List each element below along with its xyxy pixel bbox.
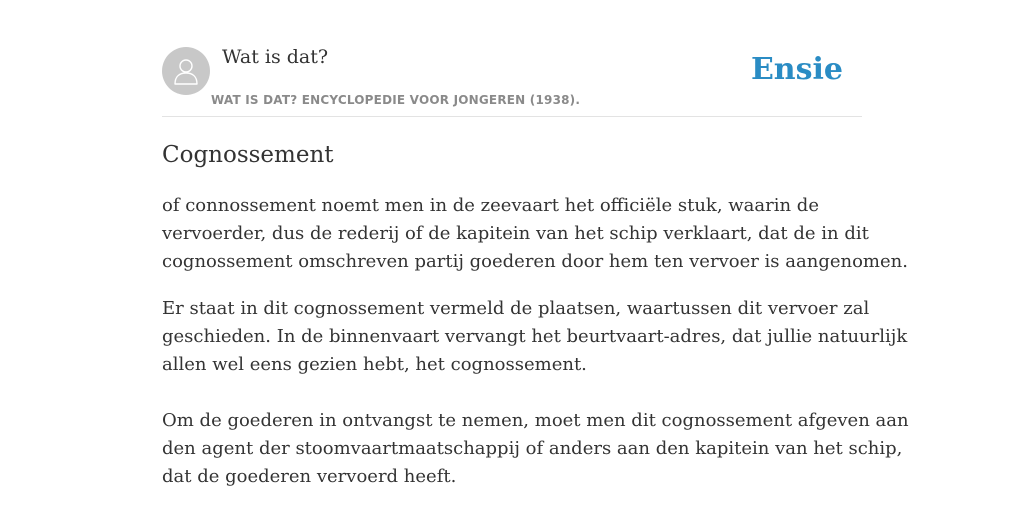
article-paragraph [162,407,909,491]
article [162,138,909,491]
source-name-link[interactable]: Wat is dat? [222,46,329,68]
article-paragraph [162,192,908,276]
paragraph-line: vervoerder, dus de rederij of de kapitein van het schip verklaart, dat de in dit [162,223,869,244]
source-subtitle: WAT IS DAT? ENCYCLOPEDIE VOOR JONGEREN (1938). [211,93,581,107]
paragraph-line: of connossement noemt men in de zeevaart het officiële stuk, waarin de [162,195,819,216]
page-title: Cognossement [162,142,334,168]
avatar[interactable] [162,47,210,95]
paragraph-line: den agent der stoomvaartmaatschappij of anders aan den kapitein van het schip, [162,438,903,459]
paragraph-line: Er staat in dit cognossement vermeld de plaatsen, waartussen dit vervoer zal [162,298,870,319]
paragraph-line: Om de goederen in ontvangst te nemen, moet men dit cognossement afgeven aan [162,410,909,431]
paragraph-line: dat de goederen vervoerd heeft. [162,466,457,487]
paragraph-line: allen wel eens gezien hebt, het cognossement. [162,354,587,375]
paragraph-line: cognossement omschreven partij goederen door hem ten vervoer is aangenomen. [162,251,908,272]
brand-logo[interactable]: Ensie [750,52,843,87]
paragraph-line: geschieden. In de binnenvaart vervangt het beurtvaart-adres, dat jullie natuurlijk [162,326,908,347]
user-icon [172,56,200,86]
source-header [162,46,862,117]
article-paragraph [162,295,908,379]
